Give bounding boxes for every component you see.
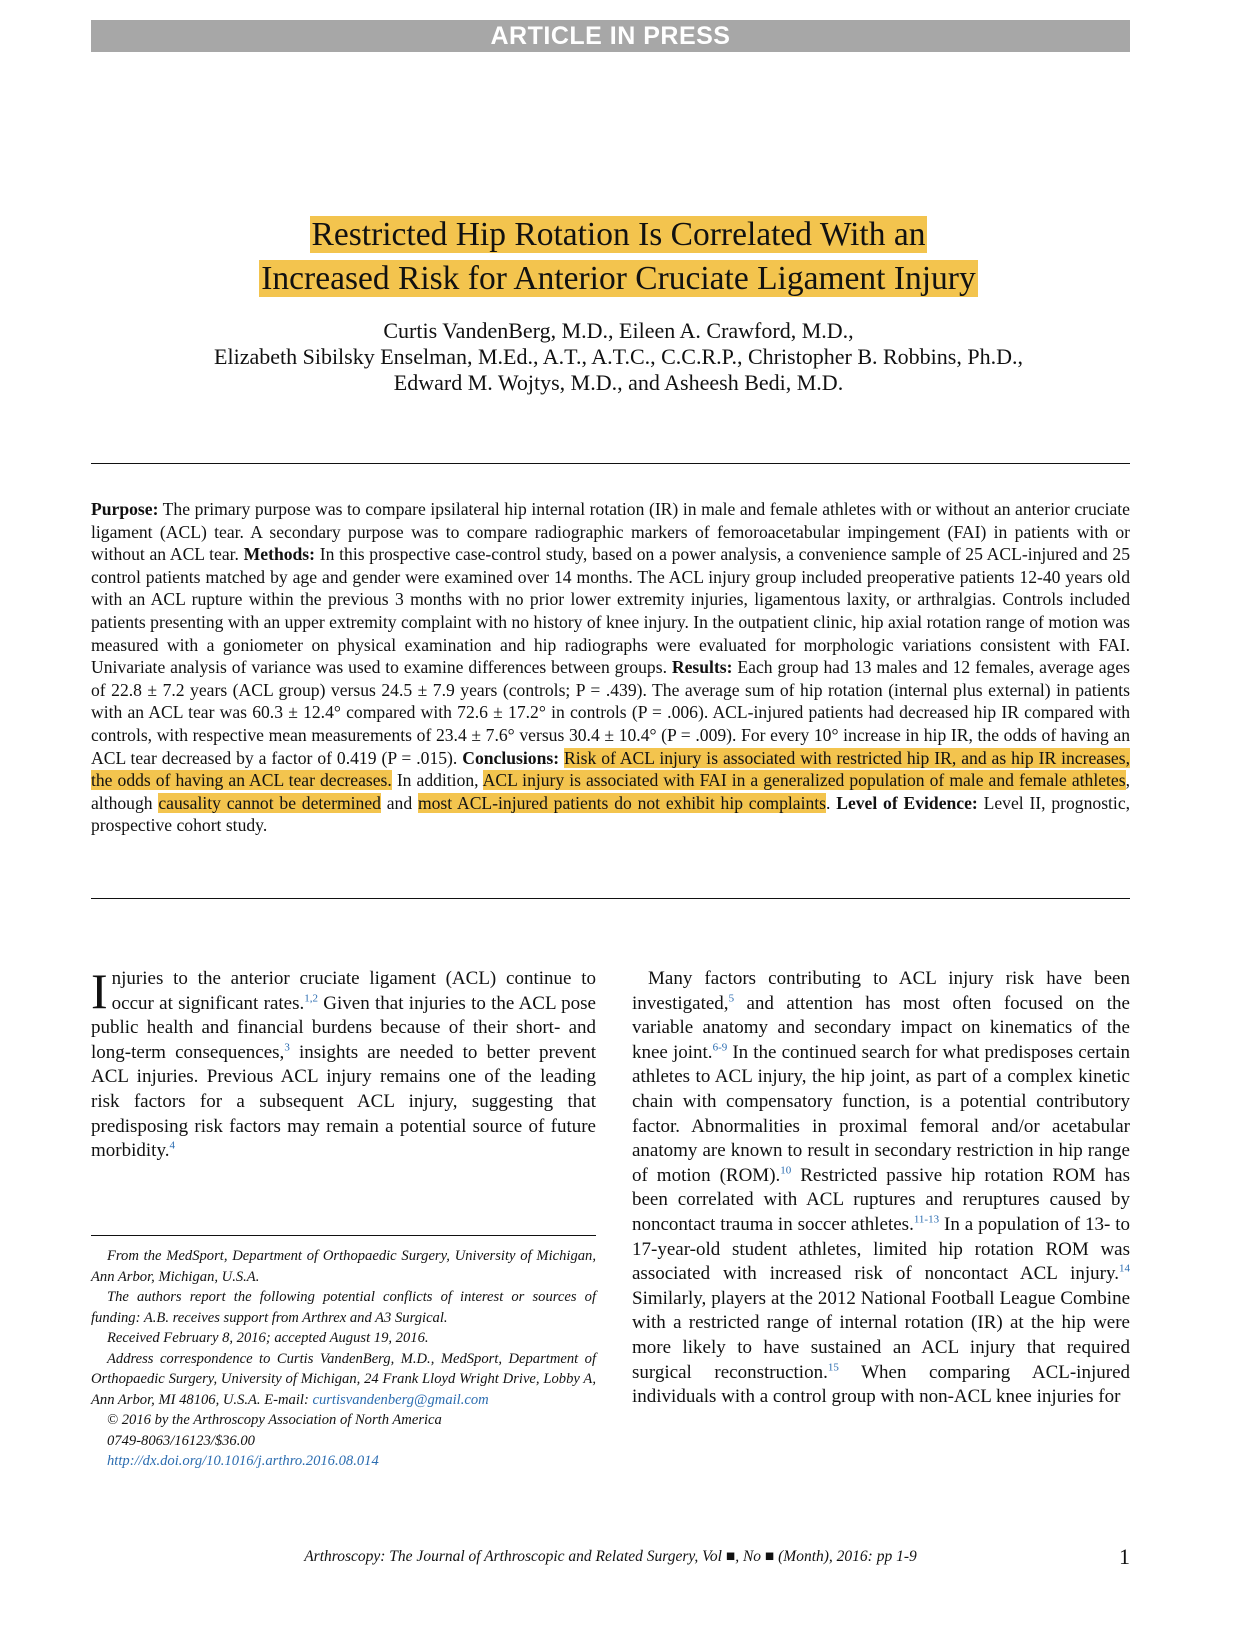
citation-link[interactable]: 14 [1119, 1262, 1130, 1275]
results-label: Results: [671, 657, 733, 678]
citation-link[interactable]: 5 [728, 992, 735, 1005]
conclusions-text: , although [91, 770, 1130, 813]
drop-cap: I [91, 963, 108, 1019]
conclusions-text: . [826, 792, 837, 813]
author-line: Curtis VandenBerg, M.D., Eileen A. Crawford, M.D., [383, 318, 854, 343]
body-text: Many factors contributing to ACL injury risk have been investigated, [632, 968, 1130, 1014]
body-right-column [632, 967, 1130, 1410]
body-text: Given that injuries to the ACL pose public health and financial burdens because of their short- and long-term consequences, [91, 992, 596, 1063]
title-line-1: Restricted Hip Rotation Is Correlated With an [311, 216, 926, 253]
article-in-press-banner: ARTICLE IN PRESS [91, 20, 1130, 52]
author-line: Edward M. Wojtys, M.D., and Asheesh Bedi, M.D. [393, 370, 844, 395]
footnote-conflicts: The authors report the following potential conflicts of interest or sources of funding: A.B. receives support from Arthrex and A3 Surgical. [91, 1289, 596, 1326]
email-link[interactable]: curtisvandenberg@gmail.com [312, 1391, 489, 1408]
citation-link[interactable]: 4 [169, 1139, 175, 1152]
results-text: Each group had 13 males and 12 females, average ages of 22.8 ± 7.2 years (ACL group) versus 24.5 ± 7.9 years (controls; P = .439). The average sum of hip rotation (internal plus external) in patients with an ACL tear was 60.3 ± 12.4° compared with 72.6 ± 17.2° in controls (P = .006). ACL-injured patients had decreased hip IR compared with controls, with respective mean measurements of 23.4 ± 7.6° versus 30.4 ± 10.4° (P = .009). For every 10° increase in hip IR, the odds of having an ACL tear decreased by a factor of 0.419 (P = .015). [91, 657, 1131, 768]
citation-link[interactable]: 1,2 [304, 992, 318, 1005]
body-text: njuries to the anterior cruciate ligament (ACL) continue to occur at significant rates. [111, 968, 596, 1014]
article-title [100, 213, 1137, 301]
citation-link[interactable]: 11-13 [913, 1213, 940, 1226]
abstract-bottom-rule [91, 898, 1130, 899]
methods-text: In this prospective case-control study, based on a power analysis, a convenience sample of 25 ACL-injured and 25 control patients matched by age and gender were examined over 14 months. The ACL injury group included preoperative patients 12-40 years old with an ACL rupture within the previous 3 months with no prior lower extremity injuries, ligamentous laxity, or arthralgias. Controls included patients presenting with an upper extremity complaint with no history of knee injury. In the outpatient clinic, hip axial rotation range of motion was measured with a goniometer on physical examination and hip radiographs were evaluated for morphologic variations consistent with FAI. Univariate analysis of variance was used to examine differences between groups. [91, 544, 1130, 678]
body-text: When comparing ACL-injured individuals with a control group with non-ACL knee injuries for [632, 1361, 1130, 1408]
footnote-address [91, 1349, 596, 1411]
footnote-issn: 0749-8063/16123/$36.00 [107, 1432, 255, 1449]
address-text: Address correspondence to Curtis VandenBerg, M.D., MedSport, Department of Orthopaedic Surgery, University of Michigan, 24 Frank Lloyd Wright Drive, Lobby A, Ann Arbor, MI 48106, U.S.A. E-mail: [91, 1350, 596, 1408]
journal-citation: Arthroscopy: The Journal of Arthroscopic and Related Surgery, Vol ■, No ■ (Month), 2016: pp 1-9 [304, 1548, 917, 1565]
body-text: insights are needed to better prevent ACL injuries. Previous ACL injury remains one of the leading risk factors for a subsequent ACL injury, suggesting that predisposing risk factors may remain a potential source of future morbidity. [91, 1041, 596, 1162]
footnote-copyright: © 2016 by the Arthroscopy Association of North America [107, 1412, 442, 1428]
citation-link[interactable]: 15 [827, 1361, 839, 1374]
level-of-evidence-text: Level II, prognostic, prospective cohort study. [91, 792, 1131, 836]
body-text: In the continued search for what predisposes certain athletes to ACL injury, the hip joint, as part of a complex kinetic chain with compensatory function, is a potential contributory factor. Abnormalities in proximal femoral and/or acetabular anatomy are known to result in secondary restriction in hip range of motion (ROM). [632, 1041, 1130, 1186]
footnote-affiliation: From the MedSport, Department of Orthopaedic Surgery, University of Michigan, Ann Arbor, Michigan, U.S.A. [91, 1248, 596, 1285]
conclusions-text: and [380, 792, 418, 813]
conclusions-label: Conclusions: [462, 747, 560, 768]
title-line-2: Increased Risk for Anterior Cruciate Ligament Injury [261, 260, 976, 297]
footnote-received: Received February 8, 2016; accepted August 19, 2016. [107, 1330, 429, 1346]
page-number: 1 [1119, 1544, 1130, 1569]
purpose-text: The primary purpose was to compare ipsilateral hip internal rotation (IR) in male and female athletes with or without an anterior cruciate ligament (ACL) tear. A secondary purpose was to compare radiographic markers of femoroacetabular impingement (FAI) in patients with or without an ACL tear. [91, 499, 1130, 565]
body-text: Restricted passive hip rotation ROM has been correlated with ACL ruptures and reruptures caused by noncontact trauma in soccer athletes. [632, 1164, 1130, 1235]
citation-link[interactable]: 10 [780, 1164, 792, 1177]
body-text: and attention has most often focused on the variable anatomy and secondary impact on kinematics of the knee joint. [632, 992, 1130, 1063]
doi-link[interactable]: http://dx.doi.org/10.1016/j.arthro.2016.08.014 [107, 1453, 379, 1469]
body-text: In a population of 13- to 17-year-old student athletes, limited hip rotation ROM was associated with increased risk of noncontact ACL injury. [632, 1213, 1131, 1285]
abstract [91, 498, 1130, 837]
abstract-top-rule [91, 463, 1130, 464]
citation-link[interactable]: 3 [284, 1041, 290, 1054]
footnotes [91, 1246, 596, 1472]
methods-label: Methods: [243, 544, 316, 565]
author-list [100, 318, 1137, 396]
highlight-conclusion-2: ACL injury is associated with FAI in a generalized population of male and female athletes [482, 770, 1126, 791]
footnote-rule [91, 1235, 596, 1236]
level-of-evidence-label: Level of Evidence: [836, 792, 978, 813]
body-text: Similarly, players at the 2012 National Football League Combine with a restricted range of internal rotation (IR) at the hip were more likely to have sustained an ACL injury that required surgical reconstruction. [632, 1287, 1130, 1383]
author-line: Elizabeth Sibilsky Enselman, M.Ed., A.T., A.T.C., C.C.R.P., Christopher B. Robbins, Ph.D., [214, 344, 1023, 369]
highlight-conclusion-1: Risk of ACL injury is associated with restricted hip IR, and as hip IR increases, the odds of having an ACL tear decreases. [91, 747, 1130, 791]
highlight-conclusion-4: most ACL-injured patients do not exhibit hip complaints [417, 792, 827, 813]
purpose-label: Purpose: [91, 499, 159, 519]
highlight-conclusion-3: causality cannot be determined [158, 792, 381, 813]
body-left-column [91, 963, 596, 1164]
conclusions-text: In addition, [391, 770, 483, 791]
citation-link[interactable]: 6-9 [712, 1041, 728, 1054]
